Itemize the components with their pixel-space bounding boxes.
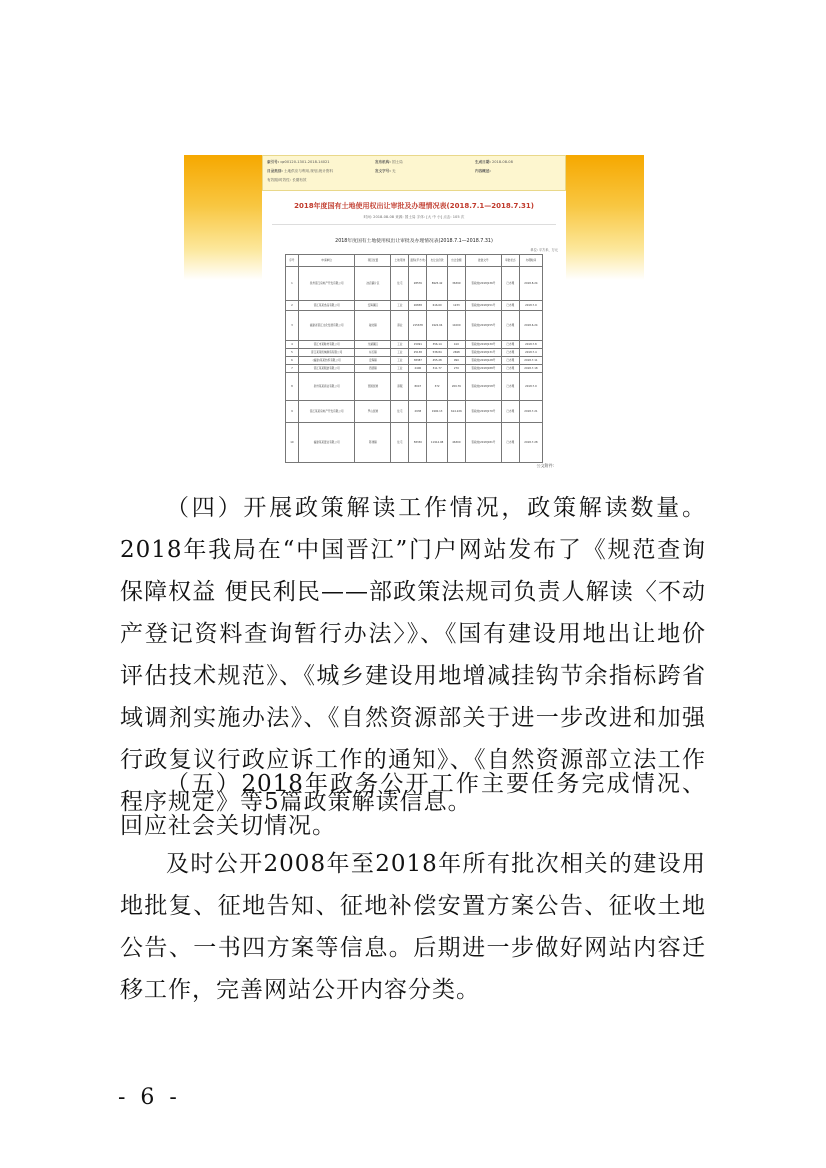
table-cell: 晋政地[2018]158号 <box>465 373 501 401</box>
table-cell: 38387 <box>409 357 427 365</box>
table-cell: 西园街道 <box>355 373 391 401</box>
document-meta-box <box>262 155 566 191</box>
table-cell: 2018.7.4 <box>519 349 542 357</box>
table-cell: 1922.04 <box>427 311 448 341</box>
table-cell: 372 <box>427 373 448 401</box>
divider <box>272 224 556 225</box>
table-cell: 工业 <box>391 357 409 365</box>
table-cell: 安海镇 <box>355 357 391 365</box>
document-sub-info: 时间: 2018-08-08 来源: 国土局 字体: [大 中 小] 点击: 105 次 <box>363 215 465 219</box>
table-cell: 2018.8.24 <box>519 267 542 301</box>
table-cell: 11914.98 <box>427 423 448 463</box>
table-cell: 已办理 <box>501 341 519 349</box>
table-cell: 晋政地[2018]188号 <box>465 365 501 373</box>
table-header-cell: 项目位置 <box>355 255 391 267</box>
table-cell: 晋江市某鞋材有限公司 <box>298 341 355 349</box>
table-cell: 已办理 <box>501 301 519 311</box>
table-cell: 龙湖镇区 <box>355 341 391 349</box>
publisher-label: 发布机构: <box>375 160 391 164</box>
doc-no-value: 无 <box>391 169 396 173</box>
table-row <box>286 423 543 463</box>
table-cell: 1 <box>286 267 299 301</box>
table-header-cell: 批准文号 <box>465 255 501 267</box>
table-cell: 1900.13 <box>427 401 448 423</box>
table-cell: 7 <box>286 365 299 373</box>
summary-label: 内容概述: <box>475 169 491 173</box>
table-title: 2018年度国有土地使用权出让审批及办理情况表(2018.7.1—2018.7.31) <box>335 239 493 244</box>
decorative-gradient-right <box>566 155 644 280</box>
table-cell: 晋政地[2018]170号 <box>465 401 501 423</box>
table-cell: 356.14 <box>427 341 448 349</box>
table-cell: 2 <box>286 301 299 311</box>
table-cell: 10 <box>286 423 299 463</box>
table-body <box>286 267 543 463</box>
decorative-gradient-left <box>184 155 262 280</box>
table-row <box>286 349 543 357</box>
table-cell: 住宅 <box>391 423 409 463</box>
table-cell: 25138 <box>409 349 427 357</box>
table-cell: 616.60 <box>427 301 448 311</box>
table-cell: 已办理 <box>501 311 519 341</box>
paragraph-disclosure: 及时公开2008年至2018年所有批次相关的建设用地批复、征地告知、征地补偿安置方案公告、征收土地公告、一书四方案等信息。后期进一步做好网站内容迁移工作，完善网站公开内容分类。 <box>120 851 706 1003</box>
table-cell: 晋江某某服装有限公司 <box>298 365 355 373</box>
table-header-cell: 土地用途 <box>391 255 409 267</box>
table-cell: 58330 <box>409 423 427 463</box>
table-cell: 28576 <box>409 267 427 301</box>
table-cell: 商服 <box>391 373 409 401</box>
doc-no-label: 发文字号: <box>375 169 391 173</box>
table-cell: 住宅 <box>391 267 409 301</box>
table-cell: 2698 <box>447 349 465 357</box>
table-cell: 614.226 <box>447 401 465 423</box>
table-cell: 215678 <box>409 311 427 341</box>
page-number: - 6 - <box>118 1085 181 1110</box>
table-cell: 2018.7.9 <box>519 373 542 401</box>
table-cell: 6 <box>286 357 299 365</box>
index-value: qz00120-1301-2018-14021 <box>280 160 330 164</box>
table-cell: 3 <box>286 311 299 341</box>
table-cell: 2938 <box>409 401 427 423</box>
publisher-value: 国土局 <box>391 160 403 164</box>
table-cell: 2018.7.11 <box>519 357 542 365</box>
table-cell: 福建省晋江文化发展有限公司 <box>298 311 355 341</box>
table-cell: 工业 <box>391 301 409 311</box>
table-cell: 270 <box>447 365 465 373</box>
table-unit: 单位: 平方米、万元 <box>530 248 558 252</box>
table-cell: 工业 <box>391 349 409 357</box>
table-cell: 已办理 <box>501 349 519 357</box>
table-cell: 工业 <box>391 341 409 349</box>
table-cell: 26838 <box>409 301 427 311</box>
table-cell: 2018.7.9 <box>519 301 542 311</box>
table-cell: 已办理 <box>501 365 519 373</box>
table-cell: 泉州某某商业有限公司 <box>298 373 355 401</box>
table-cell: 晋政地[2018]155号 <box>465 311 501 341</box>
table-cell: 15091 <box>409 341 427 349</box>
table-cell: 2018.6.24 <box>519 311 542 341</box>
table-cell: 36399 <box>447 267 465 301</box>
table-cell: 8925.42 <box>427 267 448 301</box>
table-cell: 8047 <box>409 373 427 401</box>
table-cell: 工业 <box>391 365 409 373</box>
table-cell: (福建)某某纺织有限公司 <box>298 357 355 365</box>
table-cell: 11000 <box>447 311 465 341</box>
table-row <box>286 267 543 301</box>
document-title: 2018年度国有土地使用权出让审批及办理情况表(2018.7.1—2018.7.31) <box>294 202 534 210</box>
land-approval-table <box>285 254 543 463</box>
table-header-row <box>286 255 543 267</box>
table-header-cell: 出让总价款 <box>427 255 448 267</box>
table-cell: 已办理 <box>501 401 519 423</box>
table-row <box>286 401 543 423</box>
table-cell: 46300 <box>447 423 465 463</box>
attachment-label[interactable]: 公文附件: <box>536 463 554 468</box>
table-cell: 晋政地[2018]128号 <box>465 357 501 365</box>
table-header-cell: 办理时间 <box>519 255 542 267</box>
table-cell: 晋政地[2018]151号 <box>465 301 501 311</box>
table-row <box>286 311 543 341</box>
table-cell: 5 <box>286 349 299 357</box>
table-cell: 西滨镇 <box>355 365 391 373</box>
table-header-cell: 序号 <box>286 255 299 267</box>
table-cell: 455.28 <box>427 357 448 365</box>
table-cell: 9 <box>286 401 299 423</box>
table-row <box>286 365 543 373</box>
index-label: 索引号: <box>267 160 280 164</box>
table-cell: 晋江某某食品有限公司 <box>298 301 355 311</box>
table-cell: 2400 <box>409 365 427 373</box>
table-cell: 538.84 <box>427 349 448 357</box>
table-cell: 311.77 <box>427 365 448 373</box>
table-cell: 晋政地[2018]131号 <box>465 349 501 357</box>
table-cell: 商业 <box>391 311 409 341</box>
table-cell: 晋江某某机械制造有限公司 <box>298 349 355 357</box>
table-cell: 磁灶镇 <box>355 311 391 341</box>
table-cell: 东石镇 <box>355 349 391 357</box>
date-label: 生成日期: <box>475 160 491 164</box>
table-cell: 2018.7.21 <box>519 401 542 423</box>
table-cell: 晋政地[2018]136号 <box>465 267 501 301</box>
table-cell: 已办理 <box>501 423 519 463</box>
table-row <box>286 373 543 401</box>
table-cell: 已办理 <box>501 267 519 301</box>
table-cell: 陈埭镇 <box>355 423 391 463</box>
category-label: 目录类别: <box>267 169 283 173</box>
table-cell: 410 <box>447 341 465 349</box>
table-header-cell: 面积(平方米) <box>409 255 427 267</box>
screenshot-content <box>262 155 566 475</box>
table-cell: 990 <box>447 357 465 365</box>
table-cell: 209.76 <box>447 373 465 401</box>
table-cell: 泉州晋江房地产开发有限公司 <box>298 267 355 301</box>
table-header-cell: 申请单位 <box>298 255 355 267</box>
date-value: 2018-08-08 <box>491 160 513 164</box>
category-value: 土地供应与利用,规划,统计资料 <box>283 169 333 173</box>
table-cell: 晋政地[2018]130号 <box>465 341 501 349</box>
validity-note: 有效期/时效性: 长期有效 <box>267 178 307 182</box>
table-cell: 2018.7.8 <box>519 341 542 349</box>
table-cell: 已办理 <box>501 373 519 401</box>
paragraph-policy-interpretation: （四）开展政策解读工作情况，政策解读数量。2018年我局在“中国晋江”门户网站发布了《规范查询 保障权益 便民利民——部政策法规司负责人解读〈不动产登记资料查询暂行办法〉》、《国有建设用地出让地价评估技术规范》、《城乡建设用地增减挂钩节余指标跨省域调剂实施办法》、《自然资源部关于进一步改进和加强行政复议行政应诉工作的通知》、《自然资源部立法工作程序规定》等5篇政策解读信息。 <box>120 495 706 815</box>
table-row <box>286 301 543 311</box>
table-cell: 罗山街道 <box>355 401 391 423</box>
table-cell: 晋政地[2018]181号 <box>465 423 501 463</box>
table-cell: 池店镇片区 <box>355 267 391 301</box>
table-cell: 4 <box>286 341 299 349</box>
table-row <box>286 357 543 365</box>
table-cell: 晋江某某房地产开发有限公司 <box>298 401 355 423</box>
table-cell: 1233 <box>447 301 465 311</box>
table-header-cell: 审批状态 <box>501 255 519 267</box>
table-cell: 2018.7.18 <box>519 365 542 373</box>
table-cell: 已办理 <box>501 357 519 365</box>
embedded-webpage-screenshot <box>184 155 644 475</box>
table-cell: 安海镇区 <box>355 301 391 311</box>
table-cell: 福建某某置业有限公司 <box>298 423 355 463</box>
table-cell: 2018.7.28 <box>519 423 542 463</box>
paragraph-section-five-heading: （五）2018年政务公开工作主要任务完成情况、回应社会关切情况。 <box>120 771 706 839</box>
table-header-cell: 出让金额 <box>447 255 465 267</box>
table-cell: 住宅 <box>391 401 409 423</box>
table-row <box>286 341 543 349</box>
table-cell: 8 <box>286 373 299 401</box>
